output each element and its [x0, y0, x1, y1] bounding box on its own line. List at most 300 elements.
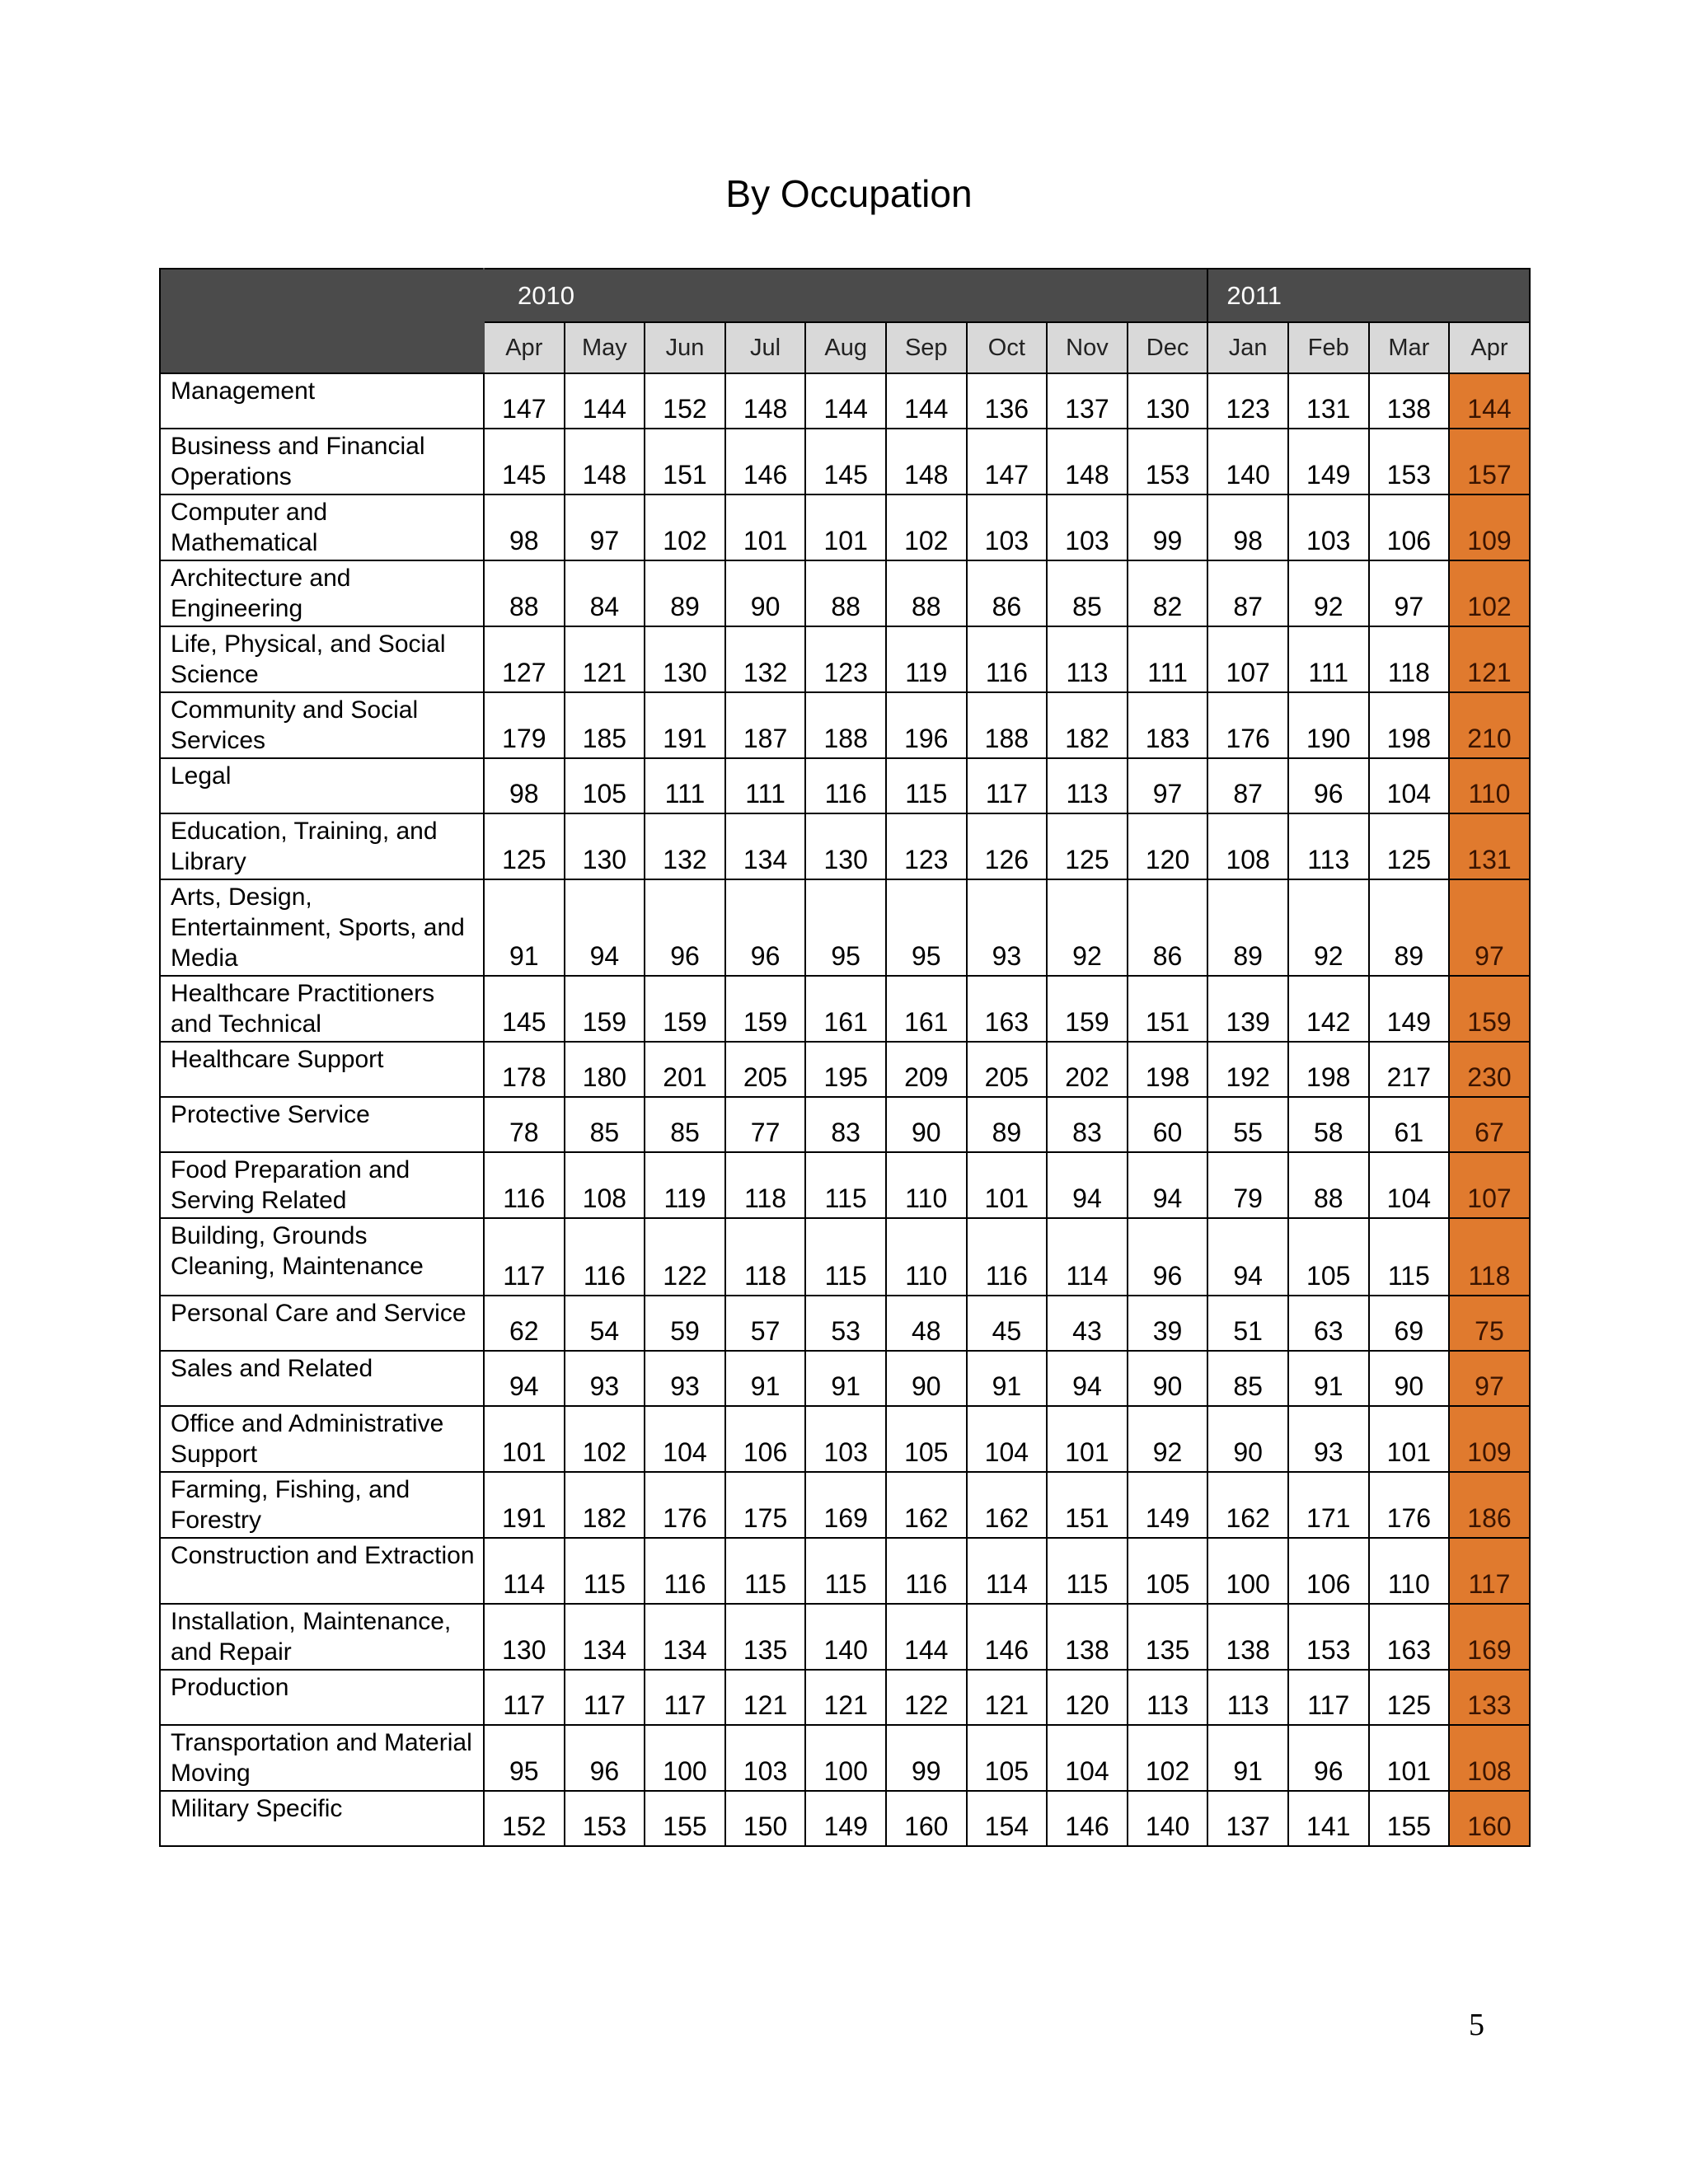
value-cell: 120: [1047, 1670, 1128, 1725]
value-cell: 153: [1288, 1604, 1369, 1670]
highlighted-value-cell: 108: [1449, 1725, 1530, 1791]
value-cell: 113: [1047, 626, 1128, 692]
value-cell: 142: [1288, 976, 1369, 1042]
value-cell: 79: [1207, 1152, 1288, 1218]
value-cell: 117: [484, 1218, 565, 1296]
value-cell: 149: [805, 1791, 886, 1846]
value-cell: 62: [484, 1296, 565, 1351]
value-cell: 138: [1369, 373, 1450, 429]
value-cell: 95: [484, 1725, 565, 1791]
occupation-label: Office and Administrative Support: [160, 1406, 484, 1472]
highlighted-value-cell: 133: [1449, 1670, 1530, 1725]
value-cell: 98: [1207, 494, 1288, 560]
value-cell: 113: [1047, 758, 1128, 813]
value-cell: 125: [1047, 813, 1128, 879]
highlighted-value-cell: 117: [1449, 1538, 1530, 1604]
highlighted-value-cell: 97: [1449, 879, 1530, 976]
value-cell: 90: [1369, 1351, 1450, 1406]
occupation-label: Life, Physical, and Social Science: [160, 626, 484, 692]
value-cell: 137: [1207, 1791, 1288, 1846]
value-cell: 96: [1288, 758, 1369, 813]
value-cell: 98: [484, 758, 565, 813]
occupation-label: Community and Social Services: [160, 692, 484, 758]
value-cell: 89: [1207, 879, 1288, 976]
value-cell: 134: [725, 813, 806, 879]
table-row: [160, 560, 1530, 626]
table-row: [160, 1406, 1530, 1472]
value-cell: 130: [484, 1604, 565, 1670]
value-cell: 77: [725, 1097, 806, 1152]
value-cell: 132: [725, 626, 806, 692]
table-row: [160, 758, 1530, 813]
value-cell: 169: [805, 1472, 886, 1538]
value-cell: 191: [484, 1472, 565, 1538]
value-cell: 97: [565, 494, 645, 560]
month-header-oct-6: Oct: [967, 322, 1048, 373]
value-cell: 191: [645, 692, 725, 758]
year-header-row: [160, 269, 1530, 322]
value-cell: 116: [645, 1538, 725, 1604]
value-cell: 132: [645, 813, 725, 879]
value-cell: 144: [565, 373, 645, 429]
value-cell: 103: [1047, 494, 1128, 560]
highlighted-value-cell: 186: [1449, 1472, 1530, 1538]
value-cell: 162: [886, 1472, 967, 1538]
month-header-apr-0: Apr: [484, 322, 565, 373]
value-cell: 162: [967, 1472, 1048, 1538]
value-cell: 130: [645, 626, 725, 692]
value-cell: 105: [1128, 1538, 1208, 1604]
value-cell: 107: [1207, 626, 1288, 692]
page-title: By Occupation: [725, 172, 973, 215]
value-cell: 114: [1047, 1218, 1128, 1296]
value-cell: 57: [725, 1296, 806, 1351]
value-cell: 154: [967, 1791, 1048, 1846]
value-cell: 92: [1288, 879, 1369, 976]
value-cell: 153: [1128, 429, 1208, 494]
value-cell: 101: [484, 1406, 565, 1472]
month-header-jul-3: Jul: [725, 322, 806, 373]
value-cell: 94: [1047, 1351, 1128, 1406]
value-cell: 89: [645, 560, 725, 626]
value-cell: 134: [645, 1604, 725, 1670]
value-cell: 155: [1369, 1791, 1450, 1846]
value-cell: 139: [1207, 976, 1288, 1042]
value-cell: 106: [725, 1406, 806, 1472]
value-cell: 86: [1128, 879, 1208, 976]
value-cell: 104: [1369, 1152, 1450, 1218]
value-cell: 121: [967, 1670, 1048, 1725]
month-header-apr-12: Apr: [1449, 322, 1530, 373]
value-cell: 144: [886, 1604, 967, 1670]
value-cell: 106: [1288, 1538, 1369, 1604]
value-cell: 51: [1207, 1296, 1288, 1351]
value-cell: 103: [725, 1725, 806, 1791]
occupation-label: Farming, Fishing, and Forestry: [160, 1472, 484, 1538]
value-cell: 117: [645, 1670, 725, 1725]
value-cell: 90: [725, 560, 806, 626]
value-cell: 117: [1288, 1670, 1369, 1725]
value-cell: 96: [565, 1725, 645, 1791]
value-cell: 84: [565, 560, 645, 626]
highlighted-value-cell: 131: [1449, 813, 1530, 879]
value-cell: 198: [1288, 1042, 1369, 1097]
value-cell: 117: [565, 1670, 645, 1725]
month-header-sep-5: Sep: [886, 322, 967, 373]
value-cell: 144: [805, 373, 886, 429]
value-cell: 90: [1207, 1406, 1288, 1472]
occupation-label: Protective Service: [160, 1097, 484, 1152]
month-header-feb-10: Feb: [1288, 322, 1369, 373]
highlighted-value-cell: 97: [1449, 1351, 1530, 1406]
value-cell: 102: [886, 494, 967, 560]
value-cell: 105: [1288, 1218, 1369, 1296]
value-cell: 94: [1128, 1152, 1208, 1218]
value-cell: 103: [967, 494, 1048, 560]
highlighted-value-cell: 67: [1449, 1097, 1530, 1152]
value-cell: 147: [484, 373, 565, 429]
value-cell: 130: [565, 813, 645, 879]
value-cell: 125: [1369, 813, 1450, 879]
occupation-label: Production: [160, 1670, 484, 1725]
value-cell: 115: [805, 1538, 886, 1604]
value-cell: 111: [645, 758, 725, 813]
occupation-label: Military Specific: [160, 1791, 484, 1846]
value-cell: 104: [645, 1406, 725, 1472]
value-cell: 141: [1288, 1791, 1369, 1846]
value-cell: 78: [484, 1097, 565, 1152]
value-cell: 91: [725, 1351, 806, 1406]
value-cell: 89: [967, 1097, 1048, 1152]
value-cell: 110: [1369, 1538, 1450, 1604]
value-cell: 153: [565, 1791, 645, 1846]
value-cell: 152: [484, 1791, 565, 1846]
highlighted-value-cell: 160: [1449, 1791, 1530, 1846]
value-cell: 131: [1288, 373, 1369, 429]
value-cell: 217: [1369, 1042, 1450, 1097]
value-cell: 101: [725, 494, 806, 560]
value-cell: 136: [967, 373, 1048, 429]
occupation-label: Legal: [160, 758, 484, 813]
value-cell: 115: [565, 1538, 645, 1604]
value-cell: 127: [484, 626, 565, 692]
value-cell: 161: [886, 976, 967, 1042]
table-row: [160, 692, 1530, 758]
value-cell: 148: [725, 373, 806, 429]
occupation-label: Education, Training, and Library: [160, 813, 484, 879]
value-cell: 69: [1369, 1296, 1450, 1351]
value-cell: 114: [967, 1538, 1048, 1604]
value-cell: 125: [484, 813, 565, 879]
table-row: [160, 1152, 1530, 1218]
value-cell: 162: [1207, 1472, 1288, 1538]
value-cell: 94: [565, 879, 645, 976]
value-cell: 146: [1047, 1791, 1128, 1846]
value-cell: 182: [1047, 692, 1128, 758]
value-cell: 138: [1207, 1604, 1288, 1670]
value-cell: 146: [725, 429, 806, 494]
value-cell: 140: [1207, 429, 1288, 494]
table-row: [160, 626, 1530, 692]
value-cell: 122: [886, 1670, 967, 1725]
value-cell: 178: [484, 1042, 565, 1097]
value-cell: 176: [1207, 692, 1288, 758]
value-cell: 188: [967, 692, 1048, 758]
value-cell: 180: [565, 1042, 645, 1097]
value-cell: 92: [1047, 879, 1128, 976]
value-cell: 101: [805, 494, 886, 560]
value-cell: 48: [886, 1296, 967, 1351]
value-cell: 116: [805, 758, 886, 813]
value-cell: 123: [886, 813, 967, 879]
value-cell: 130: [805, 813, 886, 879]
value-cell: 134: [565, 1604, 645, 1670]
value-cell: 146: [967, 1604, 1048, 1670]
value-cell: 115: [725, 1538, 806, 1604]
value-cell: 118: [725, 1218, 806, 1296]
table-row: [160, 879, 1530, 976]
value-cell: 145: [484, 429, 565, 494]
value-cell: 88: [886, 560, 967, 626]
value-cell: 149: [1369, 976, 1450, 1042]
value-cell: 149: [1288, 429, 1369, 494]
value-cell: 118: [1369, 626, 1450, 692]
highlighted-value-cell: 159: [1449, 976, 1530, 1042]
value-cell: 55: [1207, 1097, 1288, 1152]
value-cell: 202: [1047, 1042, 1128, 1097]
value-cell: 101: [1369, 1406, 1450, 1472]
value-cell: 190: [1288, 692, 1369, 758]
year-header-2010: 2010: [484, 269, 1207, 322]
value-cell: 102: [645, 494, 725, 560]
highlighted-value-cell: 169: [1449, 1604, 1530, 1670]
value-cell: 85: [1207, 1351, 1288, 1406]
value-cell: 100: [805, 1725, 886, 1791]
highlighted-value-cell: 210: [1449, 692, 1530, 758]
value-cell: 113: [1288, 813, 1369, 879]
value-cell: 160: [886, 1791, 967, 1846]
table-row: [160, 813, 1530, 879]
value-cell: 192: [1207, 1042, 1288, 1097]
occupation-label: Management: [160, 373, 484, 429]
value-cell: 137: [1047, 373, 1128, 429]
value-cell: 151: [645, 429, 725, 494]
value-cell: 149: [1128, 1472, 1208, 1538]
value-cell: 195: [805, 1042, 886, 1097]
value-cell: 123: [805, 626, 886, 692]
value-cell: 115: [805, 1152, 886, 1218]
value-cell: 187: [725, 692, 806, 758]
month-header-jun-2: Jun: [645, 322, 725, 373]
occupation-table: [159, 268, 1531, 1847]
value-cell: 182: [565, 1472, 645, 1538]
value-cell: 116: [886, 1538, 967, 1604]
month-header-nov-7: Nov: [1047, 322, 1128, 373]
value-cell: 155: [645, 1791, 725, 1846]
table-row: [160, 1097, 1530, 1152]
month-header-jan-9: Jan: [1207, 322, 1288, 373]
value-cell: 91: [484, 879, 565, 976]
value-cell: 196: [886, 692, 967, 758]
value-cell: 121: [725, 1670, 806, 1725]
occupation-label: Transportation and Material Moving: [160, 1725, 484, 1791]
table-row: [160, 1538, 1530, 1604]
value-cell: 113: [1207, 1670, 1288, 1725]
value-cell: 176: [1369, 1472, 1450, 1538]
value-cell: 94: [484, 1351, 565, 1406]
value-cell: 83: [1047, 1097, 1128, 1152]
value-cell: 100: [645, 1725, 725, 1791]
value-cell: 96: [1128, 1218, 1208, 1296]
value-cell: 152: [645, 373, 725, 429]
value-cell: 205: [725, 1042, 806, 1097]
value-cell: 103: [1288, 494, 1369, 560]
value-cell: 82: [1128, 560, 1208, 626]
highlighted-value-cell: 230: [1449, 1042, 1530, 1097]
value-cell: 45: [967, 1296, 1048, 1351]
highlighted-value-cell: 102: [1449, 560, 1530, 626]
value-cell: 88: [1288, 1152, 1369, 1218]
value-cell: 43: [1047, 1296, 1128, 1351]
value-cell: 100: [1207, 1538, 1288, 1604]
value-cell: 108: [1207, 813, 1288, 879]
value-cell: 110: [886, 1152, 967, 1218]
value-cell: 91: [805, 1351, 886, 1406]
value-cell: 145: [484, 976, 565, 1042]
occupation-label: Construction and Extraction: [160, 1538, 484, 1604]
table-body: [160, 373, 1530, 1846]
value-cell: 185: [565, 692, 645, 758]
value-cell: 93: [565, 1351, 645, 1406]
value-cell: 85: [1047, 560, 1128, 626]
highlighted-value-cell: 109: [1449, 1406, 1530, 1472]
value-cell: 135: [725, 1604, 806, 1670]
value-cell: 104: [1047, 1725, 1128, 1791]
page-number: 5: [1469, 2008, 1484, 2042]
value-cell: 151: [1047, 1472, 1128, 1538]
value-cell: 123: [1207, 373, 1288, 429]
occupation-label: Arts, Design, Entertainment, Sports, and Media: [160, 879, 484, 976]
table-row: [160, 1296, 1530, 1351]
value-cell: 83: [805, 1097, 886, 1152]
value-cell: 95: [805, 879, 886, 976]
table-row: [160, 429, 1530, 494]
occupation-label: Business and Financial Operations: [160, 429, 484, 494]
value-cell: 58: [1288, 1097, 1369, 1152]
value-cell: 102: [565, 1406, 645, 1472]
highlighted-value-cell: 144: [1449, 373, 1530, 429]
value-cell: 90: [1128, 1351, 1208, 1406]
value-cell: 92: [1288, 560, 1369, 626]
value-cell: 63: [1288, 1296, 1369, 1351]
value-cell: 163: [967, 976, 1048, 1042]
value-cell: 121: [805, 1670, 886, 1725]
table-row: [160, 1604, 1530, 1670]
value-cell: 163: [1369, 1604, 1450, 1670]
value-cell: 92: [1128, 1406, 1208, 1472]
value-cell: 201: [645, 1042, 725, 1097]
value-cell: 96: [1288, 1725, 1369, 1791]
value-cell: 205: [967, 1042, 1048, 1097]
table-row: [160, 976, 1530, 1042]
value-cell: 135: [1128, 1604, 1208, 1670]
value-cell: 97: [1128, 758, 1208, 813]
value-cell: 115: [1047, 1538, 1128, 1604]
value-cell: 115: [886, 758, 967, 813]
value-cell: 85: [645, 1097, 725, 1152]
value-cell: 88: [484, 560, 565, 626]
table-row: [160, 1791, 1530, 1846]
value-cell: 145: [805, 429, 886, 494]
value-cell: 59: [645, 1296, 725, 1351]
value-cell: 105: [967, 1725, 1048, 1791]
value-cell: 90: [886, 1351, 967, 1406]
value-cell: 188: [805, 692, 886, 758]
value-cell: 161: [805, 976, 886, 1042]
value-cell: 111: [725, 758, 806, 813]
highlighted-value-cell: 121: [1449, 626, 1530, 692]
value-cell: 97: [1369, 560, 1450, 626]
value-cell: 198: [1369, 692, 1450, 758]
value-cell: 116: [967, 626, 1048, 692]
value-cell: 88: [805, 560, 886, 626]
value-cell: 159: [565, 976, 645, 1042]
value-cell: 119: [645, 1152, 725, 1218]
value-cell: 150: [725, 1791, 806, 1846]
month-header-may-1: May: [565, 322, 645, 373]
value-cell: 91: [1207, 1725, 1288, 1791]
value-cell: 102: [1128, 1725, 1208, 1791]
value-cell: 101: [1369, 1725, 1450, 1791]
value-cell: 85: [565, 1097, 645, 1152]
value-cell: 98: [484, 494, 565, 560]
value-cell: 140: [805, 1604, 886, 1670]
value-cell: 126: [967, 813, 1048, 879]
value-cell: 104: [967, 1406, 1048, 1472]
value-cell: 111: [1128, 626, 1208, 692]
value-cell: 115: [1369, 1218, 1450, 1296]
value-cell: 110: [886, 1218, 967, 1296]
value-cell: 53: [805, 1296, 886, 1351]
value-cell: 116: [484, 1152, 565, 1218]
value-cell: 91: [1288, 1351, 1369, 1406]
month-header-aug-4: Aug: [805, 322, 886, 373]
value-cell: 96: [725, 879, 806, 976]
table-row: [160, 494, 1530, 560]
occupation-label: Building, Grounds Cleaning, Maintenance: [160, 1218, 484, 1296]
highlighted-value-cell: 107: [1449, 1152, 1530, 1218]
value-cell: 113: [1128, 1670, 1208, 1725]
value-cell: 114: [484, 1538, 565, 1604]
value-cell: 108: [565, 1152, 645, 1218]
table-row: [160, 1725, 1530, 1791]
corner-cell: [160, 269, 484, 373]
value-cell: 101: [1047, 1406, 1128, 1472]
value-cell: 103: [805, 1406, 886, 1472]
value-cell: 90: [886, 1097, 967, 1152]
value-cell: 140: [1128, 1791, 1208, 1846]
value-cell: 105: [886, 1406, 967, 1472]
value-cell: 93: [967, 879, 1048, 976]
highlighted-value-cell: 75: [1449, 1296, 1530, 1351]
table-row: [160, 1670, 1530, 1725]
value-cell: 116: [565, 1218, 645, 1296]
value-cell: 171: [1288, 1472, 1369, 1538]
value-cell: 125: [1369, 1670, 1450, 1725]
value-cell: 96: [645, 879, 725, 976]
value-cell: 87: [1207, 560, 1288, 626]
value-cell: 117: [967, 758, 1048, 813]
